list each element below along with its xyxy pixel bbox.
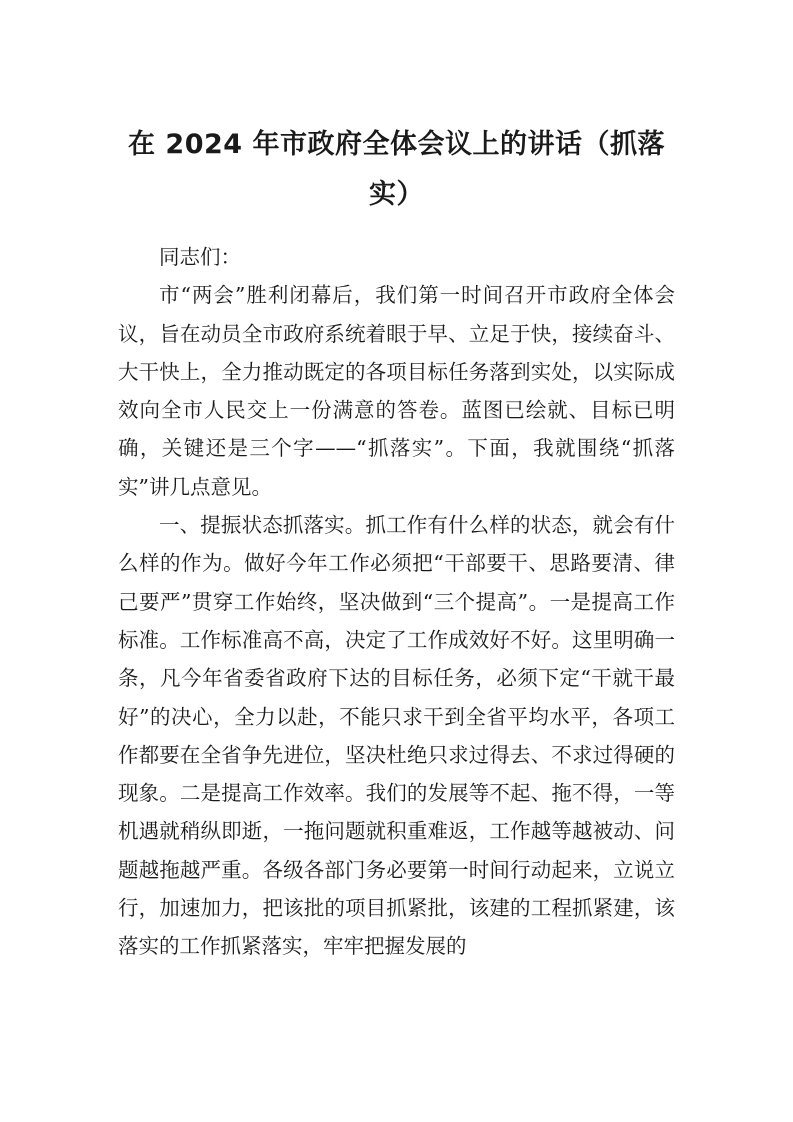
salutation: 同志们：	[159, 245, 241, 269]
paragraph-intro: 市“两会”胜利闭幕后，我们第一时间召开市政府全体会议，旨在动员全市政府系统着眼于早、立足于快，接续奋斗、大干快上，全力推动既定的各项目标任务落到实处，以实际成效向全市人民交上一份满意的答卷。蓝图已绘就、目标已明确，关键还是三个字——“抓落实”。下面，我就围绕“抓落实”讲几点意见。	[118, 283, 675, 499]
document-title: 在 2024 年市政府全体会议上的讲话（抓落实）	[128, 129, 665, 210]
document-body	[118, 238, 675, 966]
paragraph-section-one: 一、提振状态抓落实。抓工作有什么样的状态，就会有什么样的作为。做好今年工作必须把“干部要干、思路要清、律己要严”贯穿工作始终，坚决做到“三个提高”。一是提高工作标准。工作标准高不高，决定了工作成效好不好。这里明确一条，凡今年省委省政府下达的目标任务，必须下定“干就干最好”的决心，全力以赴，不能只求干到全省平均水平，各项工作都要在全省争先进位，坚决杜绝只求过得去、不求过得硬的现象。二是提高工作效率。我们的发展等不起、拖不得，一等机遇就稍纵即逝，一拖问题就积重难返，工作越等越被动、问题越拖越严重。各级各部门务必要第一时间行动起来，立说立行，加速加力，把该批的项目抓紧批，该建的工程抓紧建，该落实的工作抓紧落实，牢牢把握发展的	[118, 513, 675, 959]
